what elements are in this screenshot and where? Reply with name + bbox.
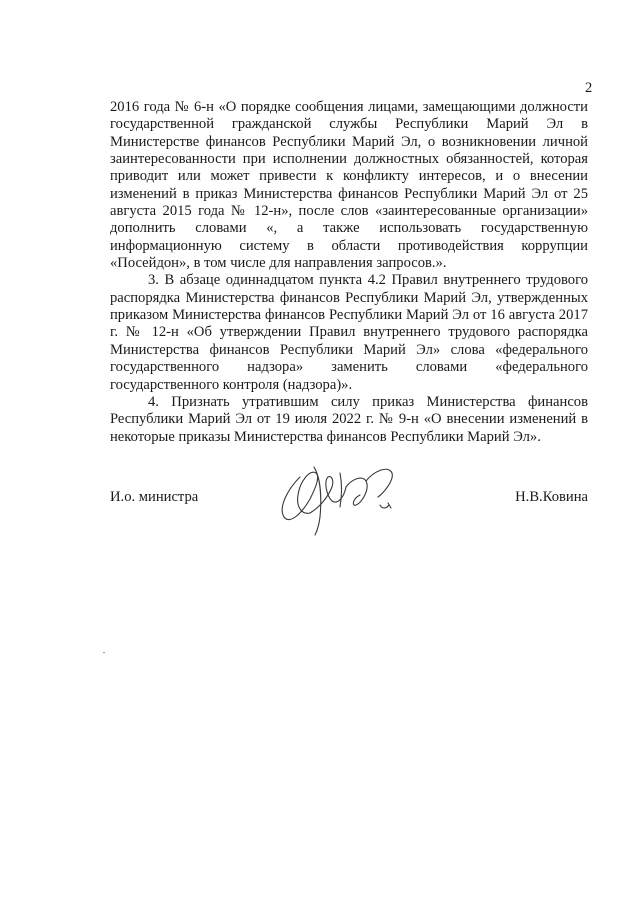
scan-speck	[103, 652, 105, 653]
signatory-name: Н.В.Ковина	[515, 489, 588, 505]
paragraph-item-3: 3. В абзаце одиннадцатом пункта 4.2 Правил внутреннего трудового распорядка Министерства финансов Республики Марий Эл, утвержденных приказом Министерства финансов Республики Марий Эл от 16 августа 2017 г. № 12-н «Об утверждении Правил внутреннего трудового распорядка Министерства финансов Республики Марий Эл» слова «федерального государственного надзора» заменить словами «федерального государственного контроля (надзора)».	[110, 272, 588, 393]
paragraph-item-4: 4. Признать утратившим силу приказ Министерства финансов Республики Марий Эл от 19 июля 2022 г. № 9-н «О внесении изменений в некоторые приказы Министерства финансов Республики Марий Эл».	[110, 393, 588, 445]
handwritten-signature	[270, 447, 400, 537]
paragraph-continuation: 2016 года № 6-н «О порядке сообщения лицами, замещающими должности государственной гражданской службы Республики Марий Эл в Министерстве финансов Республики Марий Эл, о возникновении личной заинтересованности при исполнении должностных обязанностей, которая приводит или может привести к конфликту интересов, и о внесении изменений в приказ Министерства финансов Республики Марий Эл от 25 августа 2015 года № 12-н», после слов «заинтересованные организации» дополнить словами «, а также использовать государственную информационную систему в области противодействия коррупции «Посейдон», в том числе для направления запросов.».	[110, 99, 588, 272]
signatory-title: И.о. министра	[110, 489, 199, 505]
document-body	[110, 99, 588, 446]
page-number: 2	[585, 80, 593, 96]
